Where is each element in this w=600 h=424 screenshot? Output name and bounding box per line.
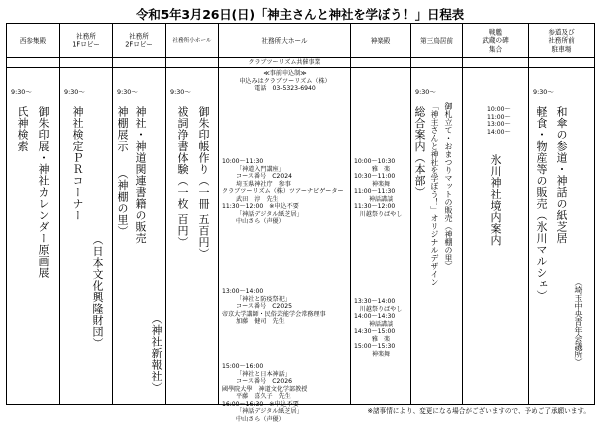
kagura-time: 11:00〜11:30 [354, 188, 396, 195]
header-big-hall: 社務所大ホール [219, 24, 351, 58]
header-parking: 参道及び 社務所前 駐車場 [529, 24, 595, 58]
session-performer: 中山さら（声優） [236, 218, 285, 225]
session-time: 13:00〜14:00 [222, 288, 264, 295]
header-kagura: 神楽殿 [351, 24, 411, 58]
cell-musashi [463, 68, 529, 405]
event-org: （埼玉中央青年会議所） [574, 278, 583, 366]
header-torii: 第三鳥居前 [411, 24, 463, 58]
cell-torii [411, 68, 463, 405]
session-sub: 「神話デジタル紙芝居」 [236, 210, 303, 218]
session-time: 11:30〜12:00 ※申込不要 [222, 203, 299, 210]
notice-line: 電話 03-5323-6940 [254, 85, 316, 92]
header-lobby-2f: 社務所 2Fロビー [113, 24, 166, 58]
kagura-time: 10:30〜11:00 [354, 173, 396, 180]
tour-time: 13:00〜 [487, 121, 511, 128]
kagura-item: 神楽舞 [371, 180, 391, 188]
event-text: 神社・神道関連書籍の販売 [134, 106, 147, 244]
kagura-item: 雅 楽 [371, 165, 391, 173]
event-text: 和傘の参道・神話の紙芝居 [555, 106, 568, 244]
kagura-item: 神楽舞 [371, 350, 391, 358]
event-text: 御朱印帳作り（一冊 五百円） [197, 106, 210, 260]
session-lecturer: 平藤 喜久子 先生 [236, 393, 291, 400]
session-lecturer: 國學院大學 神道文化学部教授 [222, 385, 308, 393]
session-2 [222, 288, 348, 326]
header-nishi: 西参集殿 [7, 24, 60, 58]
event-text: 軽食・物産等の販売（氷川マルシェ） [535, 106, 548, 302]
kagura-time: 11:30〜12:00 [354, 203, 396, 210]
time-label: 9:30〜 [170, 88, 191, 96]
time-label: 9:30〜 [117, 88, 138, 96]
kagura-item: 川越祭りばやし [359, 305, 403, 313]
session-lecturer: 帝京大学講師・民俗芸能学会常務理事 [222, 310, 326, 318]
kagura-item: 雅 楽 [371, 335, 391, 343]
kagura-pm [354, 298, 408, 358]
event-text: 「神主さんと神社を学ぼう！」オリジナルデザイン [430, 102, 439, 286]
event-text: 神社検定ＰＲコーナー [71, 106, 84, 221]
notice-line: ≪事前申込制≫ [263, 70, 307, 77]
event-text: 氏神検索 [16, 106, 29, 152]
cell-small-hall [166, 68, 219, 405]
session-lecturer: 加藤 健司 先生 [236, 318, 285, 325]
cell-big-hall [219, 68, 351, 423]
event-text: 御朱印展・神社カレンダー原画展 [37, 106, 50, 279]
kagura-am [354, 158, 408, 218]
time-label: 9:30〜 [11, 88, 32, 96]
event-text: 御札立て・おまつりマットの販売（神棚の里） [444, 102, 453, 270]
time-label: 9:30〜 [64, 88, 85, 96]
header-small-hall: 社務所小ホール [166, 24, 219, 58]
notice-line: 申込みはクラブツーリズム（株） [239, 77, 331, 85]
session-3 [222, 363, 348, 423]
session-course: コース番号 C2024 [236, 173, 293, 180]
session-time: 16:00〜16:30 ※申込不要 [222, 400, 299, 408]
cell-kagura [351, 68, 411, 405]
event-text: 神棚展示 [116, 106, 129, 152]
kagura-time: 13:30〜14:00 [354, 298, 396, 305]
session-title: 「神社と防疫祭祀」 [236, 295, 291, 303]
session-course: コース番号 C2026 [236, 378, 293, 385]
header-lobby-1f: 社務所 1Fロビー [60, 24, 113, 58]
event-text: 総合案内（本部） [413, 106, 426, 198]
tour-time: 11:00〜 [487, 113, 511, 121]
tour-time: 14:00〜 [487, 128, 511, 136]
event-org: （神棚の里） [116, 168, 129, 237]
tour-times [487, 106, 526, 136]
kagura-item: 神話講談 [368, 195, 394, 203]
time-label: 9:30〜 [533, 88, 554, 96]
cell-lobby-2f [113, 68, 166, 405]
session-performer: 中山さら（声優） [236, 415, 285, 423]
session-sub: 「神話デジタル紙芝居」 [236, 408, 303, 415]
event-text: 氷川神社境内案内 [489, 154, 502, 246]
time-label: 9:30〜 [415, 88, 436, 96]
kagura-item: 神話講談 [368, 320, 394, 328]
session-lecturer: クラブツーリズム（株）ツアーナビゲーター [222, 188, 344, 195]
session-time: 15:00〜16:00 [222, 363, 264, 370]
cell-nishi [7, 68, 60, 405]
tour-time: 10:00〜 [487, 106, 511, 113]
header-musashi: 戦艦 武蔵の碑 集合 [463, 24, 529, 58]
session-course: コース番号 C2025 [236, 303, 293, 310]
session-lecturer: 埼玉県神社庁 参事 [236, 180, 291, 188]
kagura-time: 14:30〜15:00 [354, 328, 396, 335]
kagura-item: 川越祭りばやし [359, 210, 403, 218]
page-title: 令和5年3月26日(日)「神主さんと神社を学ぼう！」日程表 [136, 7, 464, 22]
cell-parking [529, 68, 595, 405]
sponsor-label: クラブツーリズム共催事業 [248, 59, 321, 66]
session-title: 「神道入門講座」 [236, 165, 285, 173]
session-1 [222, 158, 348, 226]
session-title: 「神社と日本神話」 [236, 370, 291, 378]
event-org: （日本文化興隆財団） [91, 234, 104, 349]
session-time: 10:00〜11:30 [222, 158, 264, 165]
sponsor-cell [219, 58, 351, 68]
event-text: 祓詞浄書体験（一枚 百円） [176, 106, 189, 248]
cell-lobby-1f [60, 68, 113, 405]
event-org: （神社新報社） [150, 313, 163, 394]
kagura-time: 15:00〜15:30 [354, 343, 396, 350]
kagura-time: 10:00〜10:30 [354, 158, 396, 165]
session-lecturer: 武田 淳 先生 [236, 195, 279, 203]
footer-note: ※諸事情により、変更になる場合がございますので、予めご了承願います。 [367, 407, 590, 415]
kagura-time: 14:00〜14:30 [354, 313, 396, 320]
